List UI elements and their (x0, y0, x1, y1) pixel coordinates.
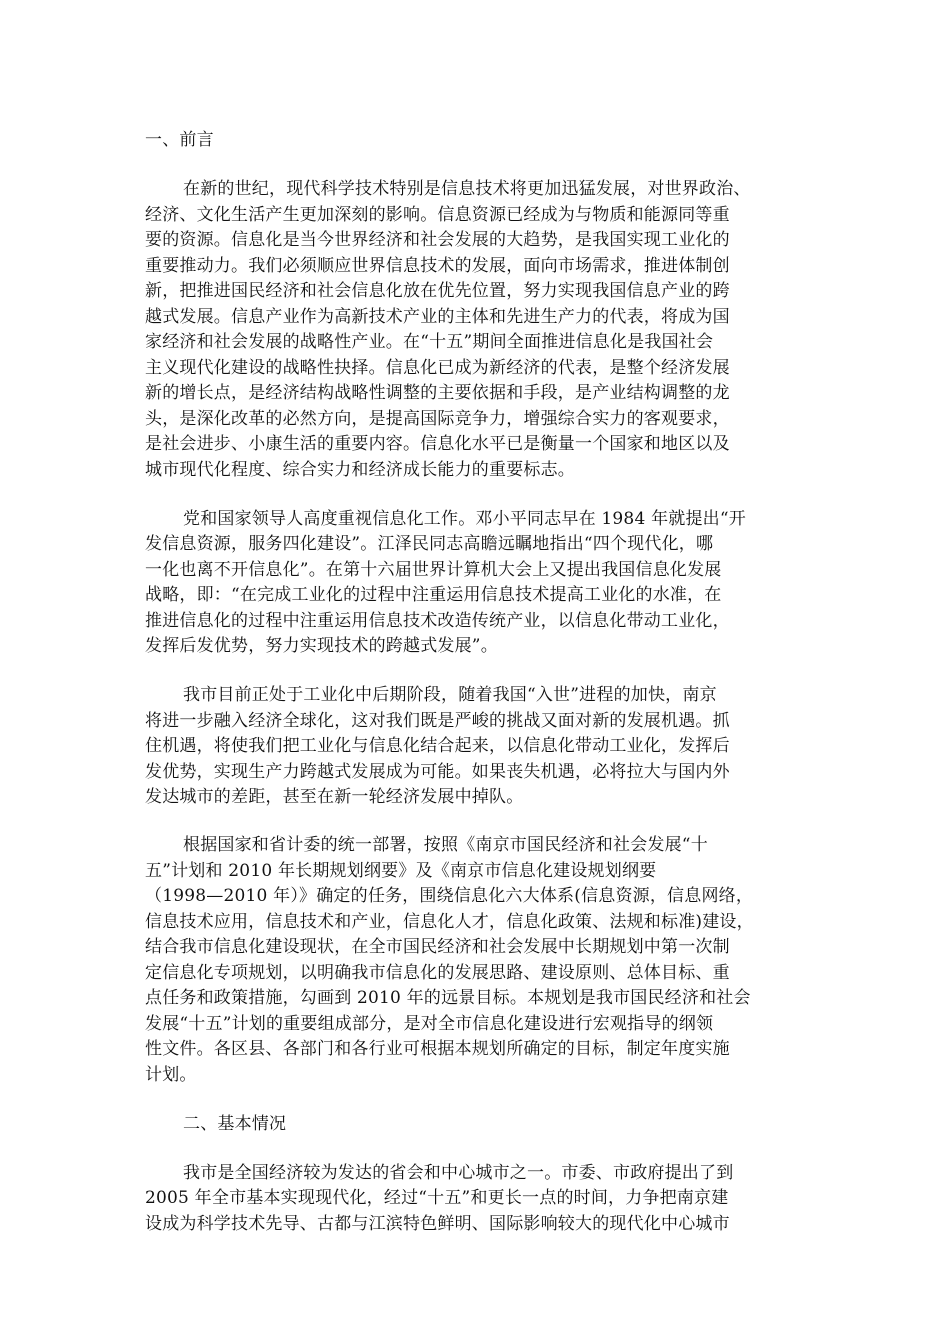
paragraph-line: 重要推动力。我们必须顺应世界信息技术的发展，面向市场需求，推进体制创 (145, 256, 730, 276)
paragraph-line: 战略，即：“在完成工业化的过程中注重运用信息技术提高工业化的水准，在 (145, 585, 722, 605)
paragraph-line: 要的资源。信息化是当今世界经济和社会发展的大趋势，是我国实现工业化的 (145, 230, 730, 250)
paragraph-line: 在新的世纪，现代科学技术特别是信息技术将更加迅猛发展，对世界政治、 (183, 179, 751, 199)
paragraph-line: 主义现代化建设的战略性抉择。信息化已成为新经济的代表，是整个经济发展 (145, 358, 730, 378)
paragraph-line: 发达城市的差距，甚至在新一轮经济发展中掉队。 (145, 787, 524, 807)
paragraph-line: 越式发展。信息产业作为高新技术产业的主体和先进生产力的代表，将成为国 (145, 307, 730, 327)
paragraph-line: 计划。 (145, 1065, 197, 1085)
paragraph-line: 五”计划和 2010 年长期规划纲要》及《南京市信息化建设规划纲要 (145, 861, 657, 881)
paragraph-line: 将进一步融入经济全球化，这对我们既是严峻的挑战又面对新的发展机遇。抓 (145, 711, 730, 731)
paragraph-line: 新的增长点，是经济结构战略性调整的主要依据和手段，是产业结构调整的龙 (145, 383, 730, 403)
paragraph-line: 头，是深化改革的必然方向，是提高国际竞争力，增强综合实力的客观要求， (145, 409, 730, 429)
paragraph-line: 2005 年全市基本实现现代化，经过“十五”和更长一点的时间，力争把南京建 (145, 1188, 729, 1208)
paragraph-line: 发挥后发优势，努力实现技术的跨越式发展”。 (145, 636, 498, 656)
section-heading-basic-situation: 二、基本情况 (183, 1114, 287, 1134)
paragraph-line: 发优势，实现生产力跨越式发展成为可能。如果丧失机遇，必将拉大与国内外 (145, 762, 730, 782)
paragraph-line: 一化也离不开信息化”。在第十六届世界计算机大会上又提出我国信息化发展 (145, 560, 722, 580)
paragraph-line: 推进信息化的过程中注重运用信息技术改造传统产业，以信息化带动工业化， (145, 611, 730, 631)
paragraph-line: 设成为科学技术先导、古都与江滨特色鲜明、国际影响较大的现代化中心城市 (145, 1214, 730, 1234)
paragraph-line: 点任务和政策措施，勾画到 2010 年的远景目标。本规划是我市国民经济和社会 (145, 988, 751, 1008)
paragraph-line: 家经济和社会发展的战略性产业。在“十五”期间全面推进信息化是我国社会 (145, 332, 714, 352)
paragraph-line: 新，把推进国民经济和社会信息化放在优先位置，努力实现我国信息产业的跨 (145, 281, 730, 301)
paragraph-line: 我市目前正处于工业化中后期阶段，随着我国“入世”进程的加快，南京 (183, 685, 717, 705)
section-heading-preface: 一、前言 (145, 130, 214, 150)
paragraph-line: 定信息化专项规划，以明确我市信息化的发展思路、建设原则、总体目标、重 (145, 963, 730, 983)
paragraph-line: 是社会进步、小康生活的重要内容。信息化水平已是衡量一个国家和地区以及 (145, 434, 730, 454)
paragraph-line: 根据国家和省计委的统一部署，按照《南京市国民经济和社会发展“十 (183, 835, 708, 855)
paragraph-line: 信息技术应用，信息技术和产业，信息化人才，信息化政策、法规和标准)建设， (145, 912, 754, 932)
paragraph-line: 性文件。各区县、各部门和各行业可根据本规划所确定的目标，制定年度实施 (145, 1039, 730, 1059)
paragraph-line: 我市是全国经济较为发达的省会和中心城市之一。市委、市政府提出了到 (183, 1163, 734, 1183)
paragraph-line: 经济、文化生活产生更加深刻的影响。信息资源已经成为与物质和能源同等重 (145, 205, 730, 225)
paragraph-line: 党和国家领导人高度重视信息化工作。邓小平同志早在 1984 年就提出“开 (183, 509, 746, 529)
paragraph-line: （1998—2010 年）》确定的任务，围绕信息化六大体系(信息资源，信息网络， (145, 886, 754, 906)
paragraph-line: 结合我市信息化建设现状，在全市国民经济和社会发展中长期规划中第一次制 (145, 937, 730, 957)
paragraph-line: 发信息资源，服务四化建设”。江泽民同志高瞻远瞩地指出“四个现代化，哪 (145, 534, 714, 554)
paragraph-line: 住机遇，将使我们把工业化与信息化结合起来，以信息化带动工业化，发挥后 (145, 736, 730, 756)
paragraph-line: 城市现代化程度、综合实力和经济成长能力的重要标志。 (145, 460, 575, 480)
paragraph-line: 发展“十五”计划的重要组成部分，是对全市信息化建设进行宏观指导的纲领 (145, 1014, 714, 1034)
